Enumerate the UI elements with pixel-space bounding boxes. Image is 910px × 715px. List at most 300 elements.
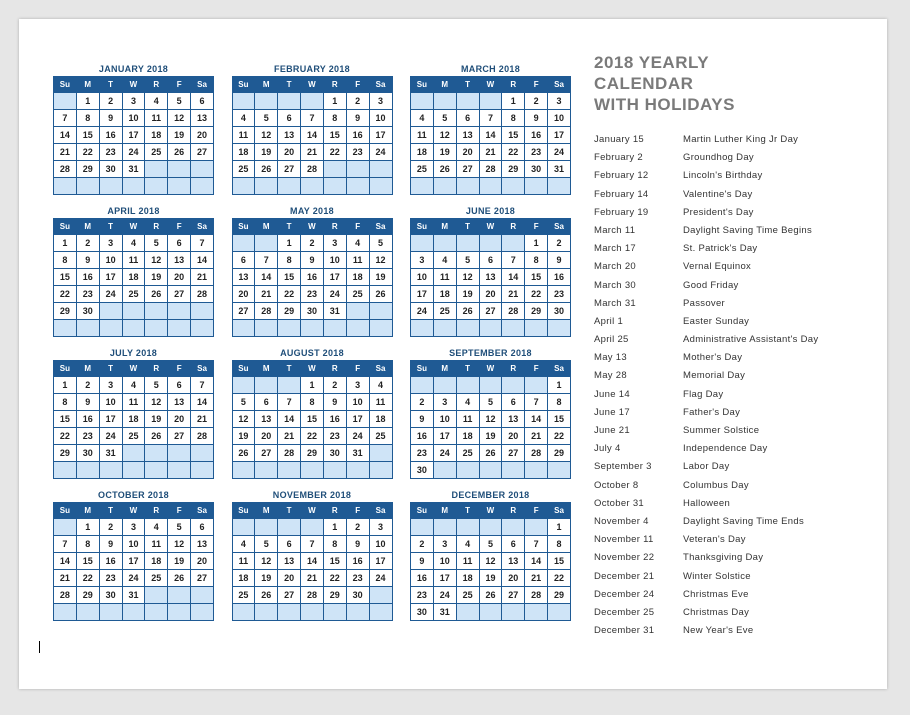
weekday-header: T (456, 219, 479, 235)
empty-cell (548, 604, 571, 621)
day-cell: 11 (411, 127, 434, 144)
day-cell: 15 (323, 127, 346, 144)
week-row (232, 462, 392, 479)
empty-cell (122, 320, 145, 337)
holiday-date: June 17 (594, 406, 630, 418)
day-cell: 25 (145, 144, 168, 161)
empty-cell (479, 235, 502, 252)
day-cell: 25 (411, 161, 434, 178)
holiday-name: Father's Day (683, 406, 741, 418)
day-cell: 26 (255, 161, 278, 178)
day-cell: 13 (191, 110, 214, 127)
month-table (410, 76, 571, 195)
day-cell: 12 (145, 394, 168, 411)
holiday-row (594, 386, 818, 404)
weekday-header: R (502, 361, 525, 377)
weekday-header: Su (54, 219, 77, 235)
week-row (411, 93, 571, 110)
day-cell: 9 (99, 536, 122, 553)
weekday-header: Sa (369, 219, 392, 235)
day-cell: 27 (232, 303, 255, 320)
day-cell: 6 (191, 93, 214, 110)
day-cell: 31 (122, 587, 145, 604)
holiday-row (594, 222, 818, 240)
empty-cell (54, 178, 77, 195)
day-cell: 1 (323, 519, 346, 536)
day-cell: 10 (548, 110, 571, 127)
empty-cell (502, 519, 525, 536)
weekday-header: Sa (369, 503, 392, 519)
weekday-header: R (323, 503, 346, 519)
day-cell: 27 (456, 161, 479, 178)
empty-cell (433, 178, 456, 195)
holiday-row (594, 295, 818, 313)
day-cell: 17 (323, 269, 346, 286)
day-cell: 17 (411, 286, 434, 303)
empty-cell (122, 303, 145, 320)
day-cell: 17 (99, 411, 122, 428)
month-title: FEBRUARY 2018 (274, 64, 350, 74)
week-row (232, 303, 392, 320)
day-cell: 18 (145, 127, 168, 144)
day-cell: 21 (191, 411, 214, 428)
day-cell: 5 (479, 394, 502, 411)
day-cell: 27 (502, 445, 525, 462)
day-cell: 31 (122, 161, 145, 178)
day-cell: 24 (369, 570, 392, 587)
empty-cell (168, 604, 191, 621)
day-cell: 6 (278, 110, 301, 127)
day-cell: 13 (168, 394, 191, 411)
empty-cell (411, 178, 434, 195)
day-cell: 27 (278, 161, 301, 178)
weekday-header: Sa (548, 361, 571, 377)
day-cell: 9 (346, 536, 369, 553)
week-row (54, 286, 214, 303)
day-cell: 21 (525, 570, 548, 587)
empty-cell (76, 604, 99, 621)
day-cell: 16 (525, 127, 548, 144)
weekday-header: M (76, 361, 99, 377)
day-cell: 18 (433, 286, 456, 303)
holiday-name: Mother's Day (683, 352, 743, 364)
empty-cell (525, 604, 548, 621)
week-row (411, 320, 571, 337)
weekday-header: R (323, 219, 346, 235)
holiday-name: Daylight Saving Time Ends (683, 515, 805, 527)
day-cell: 18 (346, 269, 369, 286)
day-cell: 14 (502, 269, 525, 286)
holiday-name: Labor Day (683, 461, 730, 473)
day-cell: 30 (411, 462, 434, 479)
day-cell: 5 (433, 110, 456, 127)
day-cell: 9 (323, 394, 346, 411)
day-cell: 10 (99, 394, 122, 411)
day-cell: 30 (525, 161, 548, 178)
month-table (53, 218, 214, 337)
empty-cell (278, 320, 301, 337)
day-cell: 31 (346, 445, 369, 462)
day-cell: 4 (346, 235, 369, 252)
holiday-date: March 30 (594, 279, 637, 291)
day-cell: 20 (278, 144, 301, 161)
month-calendar (232, 63, 393, 195)
weekday-header: Sa (548, 219, 571, 235)
empty-cell (369, 303, 392, 320)
day-cell: 8 (54, 394, 77, 411)
day-cell: 10 (369, 536, 392, 553)
day-cell: 4 (122, 377, 145, 394)
day-cell: 27 (278, 587, 301, 604)
week-row (54, 377, 214, 394)
week-row (232, 286, 392, 303)
day-cell: 22 (301, 428, 324, 445)
day-cell: 14 (301, 127, 324, 144)
title-line-3: WITH HOLIDAYS (594, 95, 735, 114)
day-cell: 17 (369, 127, 392, 144)
day-cell: 30 (76, 445, 99, 462)
week-row (232, 377, 392, 394)
day-cell: 6 (255, 394, 278, 411)
day-cell: 26 (168, 144, 191, 161)
day-cell: 9 (301, 252, 324, 269)
week-row (232, 110, 392, 127)
week-row (411, 127, 571, 144)
day-cell: 18 (145, 553, 168, 570)
day-cell: 19 (369, 269, 392, 286)
empty-cell (502, 178, 525, 195)
day-cell: 19 (145, 411, 168, 428)
holiday-name: Administrative Assistant's Day (683, 334, 819, 346)
week-row (411, 110, 571, 127)
day-cell: 23 (346, 144, 369, 161)
empty-cell (278, 178, 301, 195)
day-cell: 22 (525, 286, 548, 303)
empty-cell (168, 303, 191, 320)
day-cell: 1 (54, 377, 77, 394)
day-cell: 24 (122, 570, 145, 587)
day-cell: 13 (168, 252, 191, 269)
day-cell: 25 (232, 161, 255, 178)
holiday-date: January 15 (594, 134, 645, 145)
week-row (411, 252, 571, 269)
empty-cell (301, 604, 324, 621)
week-row (411, 604, 571, 621)
day-cell: 8 (54, 252, 77, 269)
weekday-header: Su (54, 361, 77, 377)
week-row (411, 235, 571, 252)
empty-cell (191, 445, 214, 462)
holiday-row (594, 495, 818, 513)
day-cell: 28 (502, 303, 525, 320)
day-cell: 10 (323, 252, 346, 269)
week-row (54, 553, 214, 570)
day-cell: 22 (278, 286, 301, 303)
week-row (411, 286, 571, 303)
empty-cell (99, 320, 122, 337)
day-cell: 31 (323, 303, 346, 320)
day-cell: 22 (54, 286, 77, 303)
day-cell: 14 (255, 269, 278, 286)
holiday-name: Groundhog Day (683, 152, 754, 164)
holiday-row (594, 367, 818, 385)
day-cell: 15 (323, 553, 346, 570)
month-calendar (53, 489, 214, 621)
empty-cell (122, 604, 145, 621)
holiday-name: Halloween (683, 497, 731, 509)
day-cell: 16 (76, 269, 99, 286)
day-cell: 29 (502, 161, 525, 178)
holiday-row (594, 149, 818, 167)
day-cell: 19 (433, 144, 456, 161)
weekday-header: F (525, 503, 548, 519)
day-cell: 6 (278, 536, 301, 553)
weekday-header: Sa (191, 503, 214, 519)
empty-cell (525, 377, 548, 394)
day-cell: 20 (191, 553, 214, 570)
empty-cell (54, 604, 77, 621)
empty-cell (411, 235, 434, 252)
weekday-header: R (502, 503, 525, 519)
day-cell: 24 (122, 144, 145, 161)
weekday-header: M (255, 77, 278, 93)
empty-cell (502, 377, 525, 394)
weekday-header: Su (411, 77, 434, 93)
day-cell: 23 (346, 570, 369, 587)
week-row (54, 110, 214, 127)
holiday-row (594, 458, 818, 476)
day-cell: 27 (255, 445, 278, 462)
day-cell: 12 (369, 252, 392, 269)
weekday-header: W (479, 219, 502, 235)
day-cell: 3 (369, 93, 392, 110)
day-cell: 7 (525, 536, 548, 553)
day-cell: 12 (479, 411, 502, 428)
empty-cell (76, 178, 99, 195)
empty-cell (278, 604, 301, 621)
day-cell: 15 (548, 553, 571, 570)
empty-cell (548, 178, 571, 195)
day-cell: 13 (191, 536, 214, 553)
day-cell: 19 (255, 570, 278, 587)
empty-cell (191, 462, 214, 479)
weekday-header-row (232, 219, 392, 235)
day-cell: 19 (145, 269, 168, 286)
holiday-row (594, 204, 818, 222)
empty-cell (479, 377, 502, 394)
day-cell: 29 (548, 587, 571, 604)
weekday-header: F (168, 503, 191, 519)
day-cell: 9 (99, 110, 122, 127)
weekday-header: Su (232, 361, 255, 377)
month-table (232, 502, 393, 621)
holiday-date: December 31 (594, 625, 655, 637)
month-title: APRIL 2018 (107, 206, 160, 216)
empty-cell (323, 604, 346, 621)
day-cell: 7 (301, 536, 324, 553)
month-title: JULY 2018 (109, 348, 158, 358)
empty-cell (525, 462, 548, 479)
weekday-header: Su (411, 219, 434, 235)
day-cell: 18 (456, 570, 479, 587)
weekday-header: R (145, 219, 168, 235)
day-cell: 3 (122, 93, 145, 110)
day-cell: 7 (479, 110, 502, 127)
weekday-header: M (433, 361, 456, 377)
day-cell: 27 (168, 286, 191, 303)
day-cell: 30 (411, 604, 434, 621)
holiday-name: Lincoln's Birthday (683, 170, 763, 182)
day-cell: 11 (346, 252, 369, 269)
day-cell: 20 (278, 570, 301, 587)
day-cell: 10 (433, 411, 456, 428)
holiday-row (594, 440, 818, 458)
empty-cell (232, 462, 255, 479)
day-cell: 20 (456, 144, 479, 161)
day-cell: 8 (76, 110, 99, 127)
empty-cell (191, 604, 214, 621)
week-row (232, 570, 392, 587)
empty-cell (456, 377, 479, 394)
empty-cell (369, 178, 392, 195)
weekday-header: Su (232, 503, 255, 519)
holiday-name: Independence Day (683, 443, 768, 455)
holiday-row (594, 404, 818, 422)
weekday-header: R (145, 77, 168, 93)
day-cell: 21 (301, 144, 324, 161)
day-cell: 25 (346, 286, 369, 303)
day-cell: 15 (76, 127, 99, 144)
holiday-row (594, 313, 818, 331)
weekday-header: W (301, 361, 324, 377)
empty-cell (479, 93, 502, 110)
week-row (411, 144, 571, 161)
empty-cell (433, 377, 456, 394)
weekday-header-row (232, 77, 392, 93)
holiday-name: Valentine's Day (683, 188, 753, 200)
week-row (232, 428, 392, 445)
day-cell: 10 (122, 536, 145, 553)
day-cell: 16 (548, 269, 571, 286)
day-cell: 12 (168, 536, 191, 553)
month-calendar (232, 347, 393, 479)
month-calendar (232, 489, 393, 621)
empty-cell (525, 320, 548, 337)
day-cell: 11 (145, 110, 168, 127)
week-row (54, 127, 214, 144)
day-cell: 17 (122, 553, 145, 570)
day-cell: 13 (278, 127, 301, 144)
holiday-date: May 13 (594, 352, 627, 364)
day-cell: 29 (76, 587, 99, 604)
empty-cell (525, 519, 548, 536)
week-row (54, 411, 214, 428)
week-row (411, 161, 571, 178)
day-cell: 30 (301, 303, 324, 320)
empty-cell (301, 178, 324, 195)
empty-cell (346, 161, 369, 178)
holiday-date: December 25 (594, 606, 655, 618)
day-cell: 2 (76, 235, 99, 252)
day-cell: 28 (54, 161, 77, 178)
day-cell: 21 (54, 570, 77, 587)
holiday-name: Flag Day (683, 388, 724, 400)
day-cell: 25 (433, 303, 456, 320)
day-cell: 5 (145, 235, 168, 252)
day-cell: 23 (323, 428, 346, 445)
day-cell: 30 (323, 445, 346, 462)
day-cell: 28 (191, 286, 214, 303)
day-cell: 9 (411, 553, 434, 570)
week-row (232, 320, 392, 337)
day-cell: 25 (456, 587, 479, 604)
day-cell: 30 (548, 303, 571, 320)
day-cell: 8 (502, 110, 525, 127)
empty-cell (456, 604, 479, 621)
weekday-header: Sa (191, 361, 214, 377)
holiday-date: February 19 (594, 206, 649, 218)
weekday-header: Sa (191, 219, 214, 235)
day-cell: 12 (456, 269, 479, 286)
day-cell: 1 (76, 93, 99, 110)
day-cell: 17 (369, 553, 392, 570)
week-row (411, 377, 571, 394)
holiday-date: June 14 (594, 388, 630, 400)
day-cell: 21 (502, 286, 525, 303)
month-title: MARCH 2018 (460, 64, 521, 74)
empty-cell (456, 178, 479, 195)
holiday-row (594, 604, 818, 622)
weekday-header: T (99, 77, 122, 93)
holiday-row (594, 549, 818, 567)
day-cell: 8 (548, 394, 571, 411)
day-cell: 11 (145, 536, 168, 553)
empty-cell (122, 445, 145, 462)
weekday-header-row (232, 503, 392, 519)
day-cell: 26 (479, 587, 502, 604)
day-cell: 24 (369, 144, 392, 161)
day-cell: 24 (323, 286, 346, 303)
day-cell: 21 (255, 286, 278, 303)
day-cell: 15 (54, 411, 77, 428)
day-cell: 22 (323, 570, 346, 587)
day-cell: 2 (76, 377, 99, 394)
empty-cell (369, 604, 392, 621)
day-cell: 11 (433, 269, 456, 286)
day-cell: 19 (479, 570, 502, 587)
empty-cell (168, 445, 191, 462)
empty-cell (232, 320, 255, 337)
day-cell: 6 (191, 519, 214, 536)
week-row (411, 462, 571, 479)
month-title: DECEMBER 2018 (451, 490, 530, 500)
month-calendar (410, 63, 571, 195)
empty-cell (479, 604, 502, 621)
holiday-name: Veteran's Day (683, 534, 746, 546)
day-cell: 22 (548, 570, 571, 587)
day-cell: 2 (411, 394, 434, 411)
week-row (411, 428, 571, 445)
day-cell: 23 (76, 286, 99, 303)
weekday-header: R (502, 77, 525, 93)
empty-cell (411, 377, 434, 394)
weekday-header: W (122, 219, 145, 235)
day-cell: 20 (168, 411, 191, 428)
weekday-header: T (456, 77, 479, 93)
day-cell: 16 (411, 570, 434, 587)
empty-cell (168, 161, 191, 178)
empty-cell (232, 604, 255, 621)
